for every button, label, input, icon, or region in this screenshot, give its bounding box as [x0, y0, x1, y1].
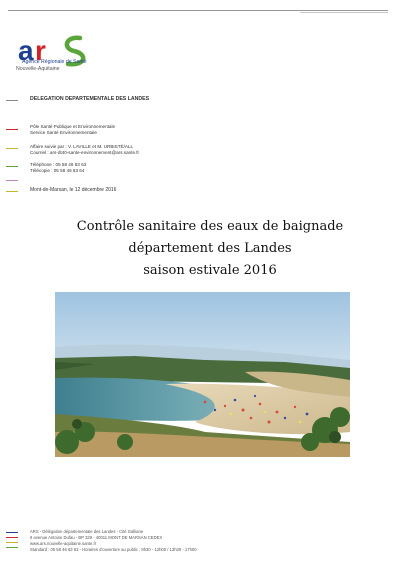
rule-delegation	[6, 100, 18, 101]
footer-line-4: Standard : 05 58 46 63 63 - Horaires d'ouverture au public : 8h30 - 12h00 / 13h30 - 17h00	[30, 547, 197, 552]
top-rule	[8, 10, 388, 11]
rule-footer-1	[6, 532, 18, 533]
logo-subtitle-1: Agence Régionale de Santé	[22, 59, 87, 65]
footer-line-2: 9 avenue Antoine Dufau - BP 329 - 40011 MONT DE MARSAN CEDEX	[30, 535, 163, 540]
logo-subtitle-2: Nouvelle-Aquitaine	[16, 66, 60, 72]
rule-telephone	[6, 166, 18, 167]
delegation-label: DELEGATION DEPARTEMENTALE DES LANDES	[30, 96, 150, 102]
rule-extra	[6, 180, 18, 181]
rule-affaire	[6, 148, 18, 149]
title-line-2: département des Landes	[128, 241, 292, 256]
top-rule-accent	[300, 12, 388, 13]
footer-line-1: ARS - Délégation départementale des Landes - Cité Galliane	[30, 529, 144, 534]
date-line: Mont-de-Marsan, le 12 décembre 2016	[30, 187, 117, 193]
rule-footer-2	[6, 537, 18, 538]
telecopie-line: Télécopie : 05 58 46 63 64	[30, 168, 85, 173]
svg-text:r: r	[35, 35, 46, 66]
ars-logo	[16, 30, 106, 80]
footer-line-3[interactable]: www.ars.nouvelle-aquitaine.sante.fr	[30, 541, 97, 546]
affaire-line-1: Affaire suivie par : V. LAVILLE et M. URBISTÉ/ALL	[30, 144, 134, 149]
title-line-1: Contrôle sanitaire des eaux de baignade	[76, 219, 344, 234]
rule-footer-4	[6, 547, 18, 548]
rule-date	[6, 191, 18, 192]
rule-pole	[6, 129, 18, 130]
beach-lake-photo	[55, 292, 350, 457]
pole-line-2: Service Santé Environnementale	[30, 130, 97, 135]
svg-text:a: a	[18, 35, 34, 66]
ars-logo-mark	[16, 30, 106, 80]
rule-footer-3	[6, 542, 18, 543]
telephone-line: Téléphone : 05 58 46 63 63	[30, 162, 87, 167]
affaire-line-2: Courriel : ars-dt40-sante-environnement@ars.sante.fr	[30, 150, 140, 155]
title-line-3: saison estivale 2016	[143, 263, 277, 278]
pole-line-1: Pôle Santé Publique et Environnementale	[30, 124, 116, 129]
